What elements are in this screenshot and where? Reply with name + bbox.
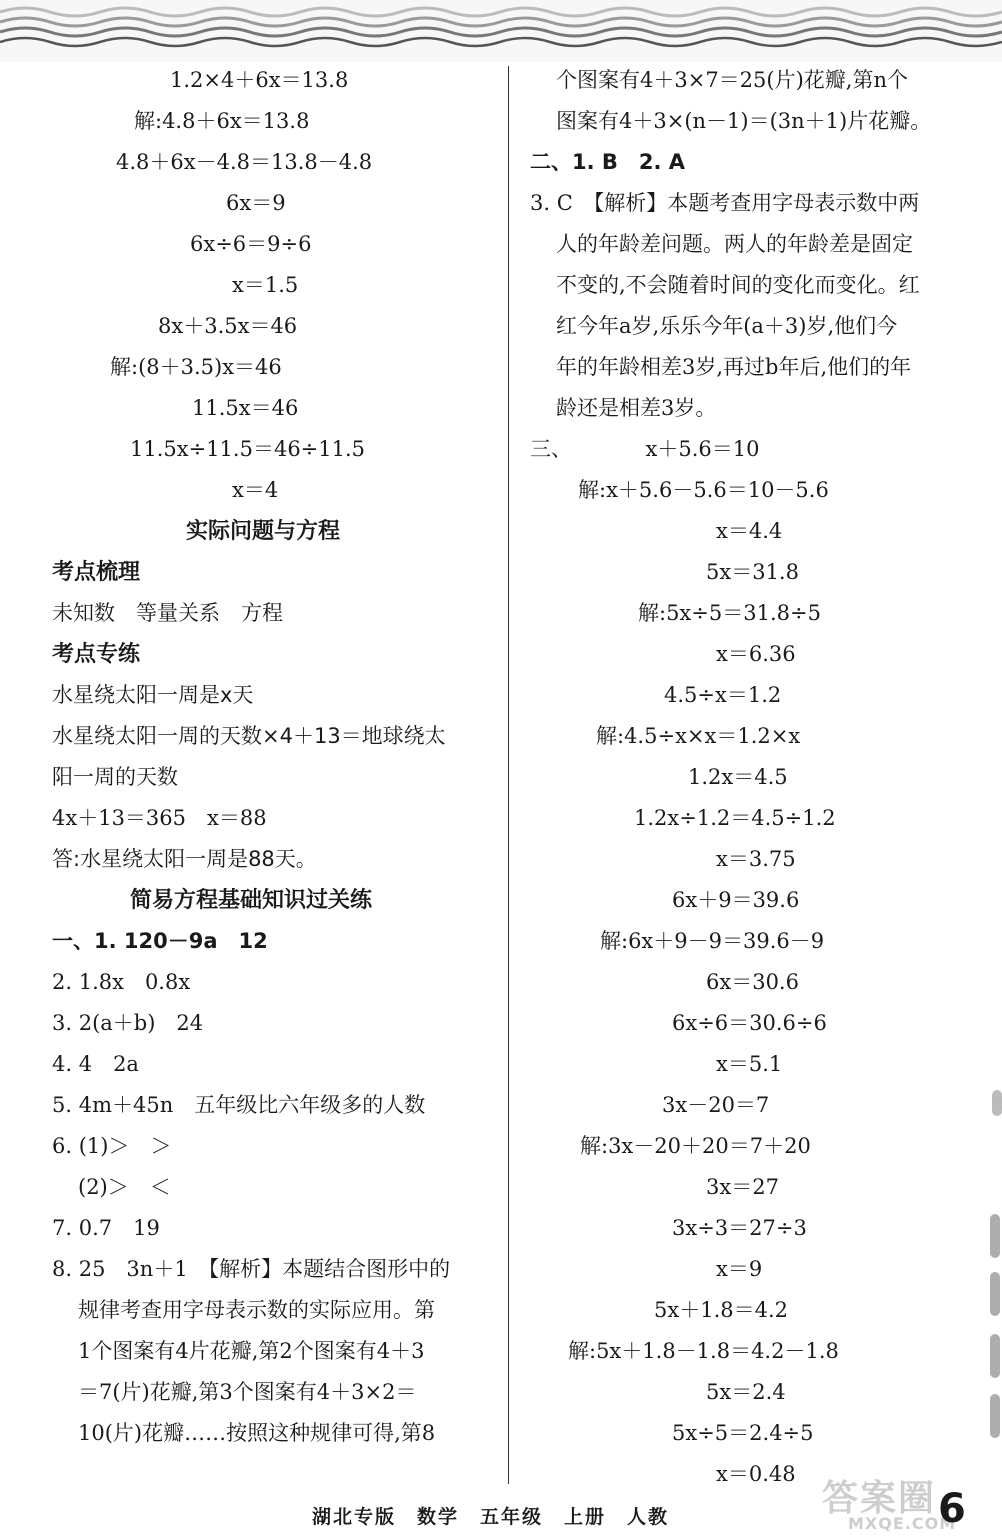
text-line: 龄还是相差3岁。 (556, 396, 717, 420)
text-line: x＝4 (232, 478, 279, 502)
text-line: 一、1. 120－9a 12 (52, 929, 268, 953)
watermark-url: MXQE.COM (848, 1514, 957, 1533)
text-line: 5x÷5＝2.4÷5 (672, 1421, 814, 1445)
text-line: 3x÷3＝27÷3 (672, 1216, 807, 1240)
text-line: 个图案有4＋3×7＝25(片)花瓣,第n个 (556, 68, 908, 92)
text-line: x＝9 (716, 1257, 763, 1281)
text-line: 8. 25 3n＋1 【解析】本题结合图形中的 (52, 1257, 451, 1281)
text-line: 4.8＋6x－4.8＝13.8－4.8 (116, 150, 373, 174)
text-line: 年的年龄相差3岁,再过b年后,他们的年 (556, 355, 912, 379)
text-line: x＝6.36 (716, 642, 796, 666)
text-line: 水星绕太阳一周的天数×4＋13＝地球绕太 (52, 724, 446, 748)
text-line: 6x＝9 (226, 191, 286, 215)
left-column (50, 60, 500, 1454)
text-line: x＝4.4 (716, 519, 783, 543)
text-line: 5. 4m＋45n 五年级比六年级多的人数 (52, 1093, 426, 1117)
text-line: 5x＝31.8 (706, 560, 799, 584)
text-line: 4.5÷x＝1.2 (664, 683, 782, 707)
text-line: 解:(8＋3.5)x＝46 (110, 355, 282, 379)
text-line: x＝5.1 (716, 1052, 783, 1076)
text-line: 3x－20＝7 (662, 1093, 770, 1117)
edge-mark (990, 1272, 1000, 1316)
right-column (528, 60, 973, 1495)
wavy-border-graphic (0, 0, 1002, 62)
section-heading: 考点专练 (52, 642, 141, 667)
text-line: 水星绕太阳一周是x天 (52, 683, 254, 707)
text-line: ＝7(片)花瓣,第3个图案有4＋3×2＝ (78, 1380, 417, 1404)
text-line: 红今年a岁,乐乐今年(a＋3)岁,他们今 (556, 314, 898, 338)
text-line: 5x＝2.4 (706, 1380, 786, 1404)
text-line: 1.2×4＋6x＝13.8 (170, 68, 349, 92)
text-line: 6x＝30.6 (706, 970, 799, 994)
text-line: 解:4.8＋6x＝13.8 (134, 109, 310, 133)
text-line: 图案有4＋3×(n－1)＝(3n＋1)片花瓣。 (556, 109, 932, 133)
text-line: 1.2x÷1.2＝4.5÷1.2 (634, 806, 836, 830)
text-line: 三、 x＋5.6＝10 (530, 437, 760, 461)
text-line: 不变的,不会随着时间的变化而变化。红 (556, 273, 920, 297)
text-line: 6x＋9＝39.6 (672, 888, 800, 912)
watermark-title: 答案圈 (822, 1478, 937, 1519)
page-number: 6 (938, 1486, 966, 1532)
page-footer (0, 1486, 1002, 1536)
text-line: 10(片)花瓣……按照这种规律可得,第8 (78, 1421, 436, 1445)
text-line: 4x＋13＝365 x＝88 (52, 806, 267, 830)
edge-mark (990, 1334, 1000, 1378)
text-line: 7. 0.7 19 (52, 1216, 160, 1240)
text-line: 人的年龄差问题。两人的年龄差是固定 (556, 232, 913, 256)
text-line: 3. 2(a＋b) 24 (52, 1011, 204, 1035)
text-line: 3x＝27 (706, 1175, 779, 1199)
text-line: x＝3.75 (716, 847, 796, 871)
column-divider (508, 66, 509, 1484)
text-line: 1个图案有4片花瓣,第2个图案有4＋3 (78, 1339, 425, 1363)
text-line: 6. (1)＞ ＞ (52, 1134, 172, 1158)
text-line: 规律考查用字母表示数的实际应用。第 (78, 1298, 435, 1322)
text-line: 5x＋1.8＝4.2 (654, 1298, 788, 1322)
text-line: 8x＋3.5x＝46 (158, 314, 298, 338)
text-line: x＝1.5 (232, 273, 299, 297)
text-line: 解:3x－20＋20＝7＋20 (580, 1134, 811, 1158)
text-line: 解:5x＋1.8－1.8＝4.2－1.8 (568, 1339, 839, 1363)
footer-book-info: 湖北专版 数学 五年级 上册 人教 (312, 1506, 670, 1528)
text-line: 解:5x÷5＝31.8÷5 (638, 601, 821, 625)
edge-mark (990, 1394, 1000, 1438)
section-heading: 考点梳理 (52, 560, 141, 585)
text-line: 解:4.5÷x×x＝1.2×x (596, 724, 801, 748)
text-line: (2)＞ ＜ (78, 1175, 171, 1199)
text-line: 4. 4 2a (52, 1052, 139, 1076)
text-line: 2. 1.8x 0.8x (52, 970, 191, 994)
edge-mark (990, 1214, 1000, 1258)
top-decorative-band (0, 0, 1002, 62)
text-line: 解:x＋5.6－5.6＝10－5.6 (578, 478, 829, 502)
text-line: 3. C 【解析】本题考查用字母表示数中两 (530, 191, 920, 215)
section-heading: 实际问题与方程 (186, 519, 341, 544)
text-line: 6x÷6＝30.6÷6 (672, 1011, 827, 1035)
edge-mark (992, 1090, 1002, 1116)
text-line: 6x÷6＝9÷6 (190, 232, 312, 256)
text-line: 解:6x＋9－9＝39.6－9 (600, 929, 825, 953)
text-line: 11.5x＝46 (192, 396, 299, 420)
text-line: 未知数 等量关系 方程 (52, 601, 283, 625)
text-line: x＝0.48 (716, 1462, 796, 1486)
section-heading: 简易方程基础知识过关练 (130, 888, 373, 913)
text-line: 二、1. B 2. A (530, 150, 686, 174)
text-line: 答:水星绕太阳一周是88天。 (52, 847, 317, 871)
text-line: 阳一周的天数 (52, 765, 178, 789)
text-line: 1.2x＝4.5 (688, 765, 788, 789)
text-line: 11.5x÷11.5＝46÷11.5 (130, 437, 366, 461)
